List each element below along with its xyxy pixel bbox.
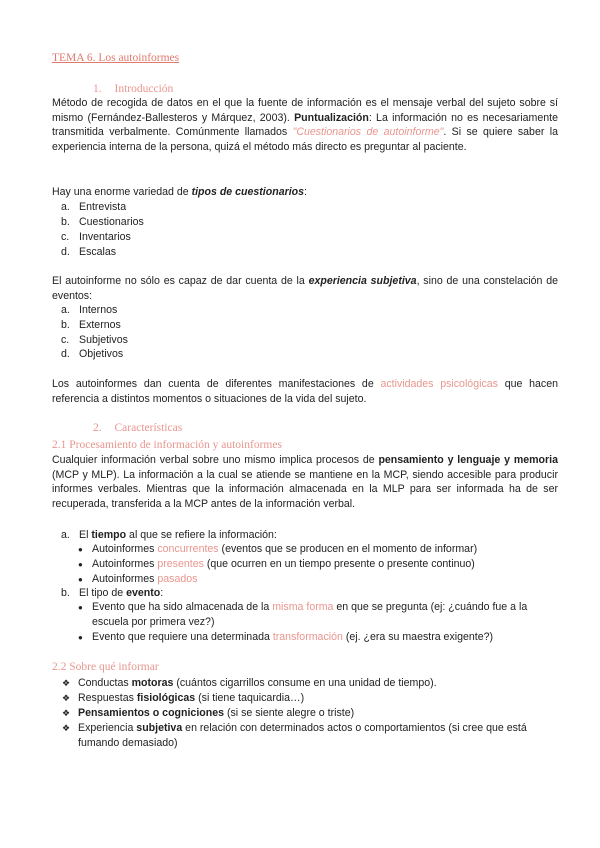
list-item: ● Evento que requiere una determinada transformación (ej. ¿era su maestra exigente?)	[78, 631, 494, 643]
subsection-2-2-heading: 2.2 Sobre qué informar	[52, 661, 159, 673]
diamond-icon: ❖	[62, 723, 71, 733]
types-term: tipos de cuestionarios	[191, 186, 305, 198]
list-item: ❖ Conductas motoras (cuántos cigarrillos consume en una unidad de tiempo).	[62, 677, 437, 689]
list-item: ❖ Pensamientos o cogniciones (si se siente alegre o triste)	[62, 707, 355, 719]
diamond-icon: ❖	[62, 693, 71, 703]
list-item: b. Cuestionarios	[61, 216, 144, 228]
events-term: experiencia subjetiva	[308, 275, 417, 287]
list-item: d. Objetivos	[61, 348, 124, 360]
section-2-title: Características	[114, 422, 183, 434]
list-item: d. Escalas	[61, 246, 117, 258]
list-item-continuation: escuela por primera vez?)	[92, 616, 215, 628]
list-item: ● Autoinformes concurrentes (eventos que se producen en el momento de informar)	[78, 543, 478, 555]
processing-paragraph: Cualquier información verbal sobre uno mismo implica procesos de pensamiento y lenguaje y memoria (MCP y MLP). La información a la cual se atiende se mantiene en la MCP, siendo accesible para producir informes verbales. Mientras que la información almacenada en la MLP para ser informada ha de ser recuperada, transferida a la MCP antes de la información verbal.	[52, 454, 558, 510]
list-item: c. Inventarios	[61, 231, 131, 243]
intro-text-b: : La información no es necesariamente transmitida verbalmente. Comúnmente llamados	[52, 111, 558, 139]
section-1-title: Introducción	[114, 83, 174, 95]
list-item: ● Evento que ha sido almacenada de la misma forma en que se pregunta (ej: ¿cuándo fue a la	[78, 601, 528, 613]
list-item-event: b. El tipo de evento:	[61, 587, 164, 599]
list-item: a. Internos	[61, 304, 118, 316]
list-item: b. Externos	[61, 319, 121, 331]
events-intro: El autoinforme no sólo es capaz de dar cuenta de la experiencia subjetiva, sino de una constelación de eventos:	[52, 275, 558, 302]
diamond-icon: ❖	[62, 708, 71, 718]
intro-pink: "Cuestionarios de autoinforme"	[292, 126, 444, 139]
list-item-time: a. El tiempo al que se refiere la información:	[61, 529, 277, 541]
types-intro: Hay una enorme variedad de tipos de cuestionarios:	[52, 186, 307, 198]
document-title: TEMA 6. Los autoinformes	[52, 52, 180, 64]
manifestations-paragraph: Los autoinformes dan cuenta de diferentes manifestaciones de actividades psicológicas que hacen referencia a distintos momentos o situaciones de la vida del sujeto.	[52, 378, 558, 405]
section-2-number: 2.	[93, 422, 102, 434]
section-2-heading	[93, 421, 182, 436]
list-item: a. Entrevista	[61, 201, 127, 213]
list-item: c. Subjetivos	[61, 334, 128, 346]
list-item: ❖ Respuestas fisiológicas (si tiene taquicardia…)	[62, 692, 305, 704]
list-item: ❖ Experiencia subjetiva en relación con determinados actos o comportamientos (si cree que está	[62, 722, 527, 734]
section-1-heading	[93, 82, 173, 97]
intro-bold: Puntualización	[294, 111, 369, 124]
intro-text-a: Método de recogida de datos en el que la fuente de información es el mensaje verbal del sujeto sobre sí mismo (Fernández-Ballesteros y Márquez, 2003).	[52, 97, 558, 124]
subsection-2-1-heading: 2.1 Procesamiento de información y autoinformes	[52, 439, 282, 451]
intro-paragraph	[52, 96, 558, 154]
processing-bold: pensamiento y lenguaje y memoria	[378, 454, 558, 466]
list-item: ● Autoinformes presentes (que ocurren en un tiempo presente o presente continuo)	[78, 558, 475, 570]
list-item-continuation: fumando demasiado)	[78, 737, 178, 749]
section-1-number: 1.	[93, 83, 102, 95]
diamond-icon: ❖	[62, 678, 71, 688]
manifestations-pink: actividades psicológicas	[380, 378, 498, 390]
list-item: ● Autoinformes pasados	[78, 573, 198, 585]
intro-text-c: . Si se quiere saber la experiencia interna de la persona, quizá el método más directo es preguntar al paciente.	[52, 126, 558, 153]
